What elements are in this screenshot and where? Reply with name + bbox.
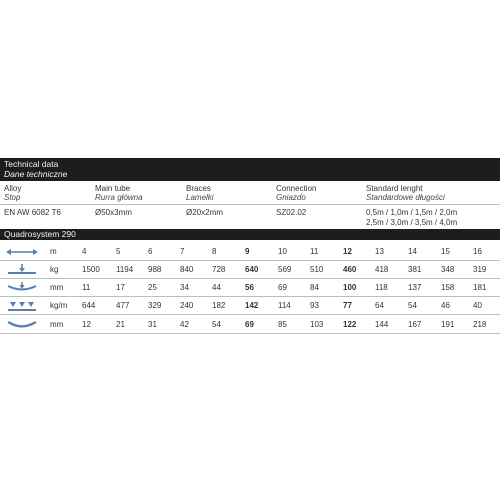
main-tube-label-pl: Rurra główna	[95, 193, 143, 202]
table-cell: 319	[473, 265, 487, 274]
connection-label: Connection	[276, 184, 317, 193]
lengths-column	[366, 184, 445, 202]
column-header: 11	[310, 247, 319, 256]
table-cell: 100	[343, 283, 357, 292]
column-header: 15	[441, 247, 450, 256]
table-cell: 510	[310, 265, 324, 274]
table-cell: 640	[245, 265, 259, 274]
table-cell: 988	[148, 265, 162, 274]
lengths-label-pl: Standardowe długości	[366, 193, 445, 202]
distributed-load-icon	[6, 299, 38, 311]
table-cell: 69	[278, 283, 287, 292]
table-cell: 644	[82, 301, 96, 310]
row-unit: kg	[50, 265, 59, 274]
main-tube-label: Main tube	[95, 184, 131, 193]
table-cell: 34	[180, 283, 189, 292]
column-header: 8	[212, 247, 217, 256]
braces-value: Ø20x2mm	[186, 208, 223, 217]
table-cell: 144	[375, 320, 389, 329]
column-header: 12	[343, 247, 352, 256]
table-cell: 418	[375, 265, 389, 274]
lengths-label: Standard lenght	[366, 184, 423, 193]
table-row	[0, 315, 500, 333]
table-cell: 348	[441, 265, 455, 274]
table-row	[0, 278, 500, 296]
braces-label-pl: Lamelki	[186, 193, 214, 202]
alloy-value: EN AW 6082 T6	[4, 208, 61, 217]
table-cell: 182	[212, 301, 226, 310]
table-cell: 42	[180, 320, 189, 329]
table-row	[0, 242, 500, 260]
table-row	[0, 260, 500, 278]
table-cell: 11	[82, 283, 91, 292]
table-cell: 118	[375, 283, 388, 292]
table-cell: 54	[408, 301, 417, 310]
table-cell: 728	[212, 265, 226, 274]
table-cell: 93	[310, 301, 319, 310]
braces-column	[186, 184, 214, 202]
table-cell: 54	[212, 320, 221, 329]
main-tube-column	[95, 184, 143, 202]
table-cell: 103	[310, 320, 324, 329]
distributed-deflection-icon	[6, 318, 38, 330]
table-cell: 1194	[116, 265, 134, 274]
main-tube-value: Ø50x3mm	[95, 208, 132, 217]
table-cell: 158	[441, 283, 455, 292]
table-cell: 44	[212, 283, 221, 292]
lengths-value-2: 2,5m / 3,0m / 3,5m / 4,0m	[366, 218, 458, 227]
table-cell: 12	[82, 320, 91, 329]
span-length-icon	[6, 245, 38, 257]
table-cell: 25	[148, 283, 157, 292]
column-header: 14	[408, 247, 417, 256]
point-load-icon	[6, 263, 38, 275]
table-cell: 21	[116, 320, 125, 329]
alloy-label-pl: Stop	[4, 193, 21, 202]
table-cell: 69	[245, 320, 254, 329]
column-header: 4	[82, 247, 87, 256]
column-header: 6	[148, 247, 153, 256]
technical-data-header	[0, 158, 500, 181]
table-cell: 122	[343, 320, 357, 329]
row-unit: mm	[50, 320, 64, 329]
alloy-column	[4, 184, 21, 202]
table-cell: 240	[180, 301, 194, 310]
table-cell: 167	[408, 320, 422, 329]
table-cell: 46	[441, 301, 450, 310]
row-unit: m	[50, 247, 57, 256]
table-cell: 840	[180, 265, 194, 274]
table-cell: 142	[245, 301, 259, 310]
table-cell: 77	[343, 301, 352, 310]
system-title: Quadrosystem 290	[4, 229, 76, 239]
column-header: 13	[375, 247, 384, 256]
header-title-pl: Dane techniczne	[4, 169, 68, 179]
row-divider	[0, 333, 500, 334]
lengths-value-1: 0,5m / 1,0m / 1,5m / 2,0m	[366, 208, 458, 217]
table-cell: 64	[375, 301, 384, 310]
column-header: 10	[278, 247, 287, 256]
table-cell: 17	[116, 283, 125, 292]
column-header: 16	[473, 247, 482, 256]
table-cell: 84	[310, 283, 319, 292]
header-title: Technical data	[4, 159, 59, 169]
system-header	[0, 229, 500, 240]
divider	[0, 204, 500, 205]
table-cell: 218	[473, 320, 487, 329]
column-header: 9	[245, 247, 250, 256]
table-cell: 191	[441, 320, 455, 329]
alloy-label: Alloy	[4, 184, 22, 193]
connection-value: SZ02.02	[276, 208, 307, 217]
table-row	[0, 296, 500, 314]
table-cell: 381	[408, 265, 422, 274]
table-cell: 1500	[82, 265, 100, 274]
column-header: 5	[116, 247, 121, 256]
table-cell: 40	[473, 301, 482, 310]
table-cell: 114	[278, 301, 291, 310]
table-cell: 329	[148, 301, 162, 310]
table-cell: 477	[116, 301, 130, 310]
row-unit: mm	[50, 283, 64, 292]
table-cell: 56	[245, 283, 254, 292]
row-unit: kg/m	[50, 301, 68, 310]
connection-label-pl: Gniazdo	[276, 193, 306, 202]
table-cell: 85	[278, 320, 287, 329]
table-cell: 460	[343, 265, 357, 274]
point-deflection-icon	[6, 281, 38, 293]
table-cell: 137	[408, 283, 422, 292]
table-cell: 181	[473, 283, 487, 292]
braces-label: Braces	[186, 184, 211, 193]
connection-column	[276, 184, 316, 202]
table-cell: 31	[148, 320, 157, 329]
column-header: 7	[180, 247, 185, 256]
table-cell: 569	[278, 265, 292, 274]
